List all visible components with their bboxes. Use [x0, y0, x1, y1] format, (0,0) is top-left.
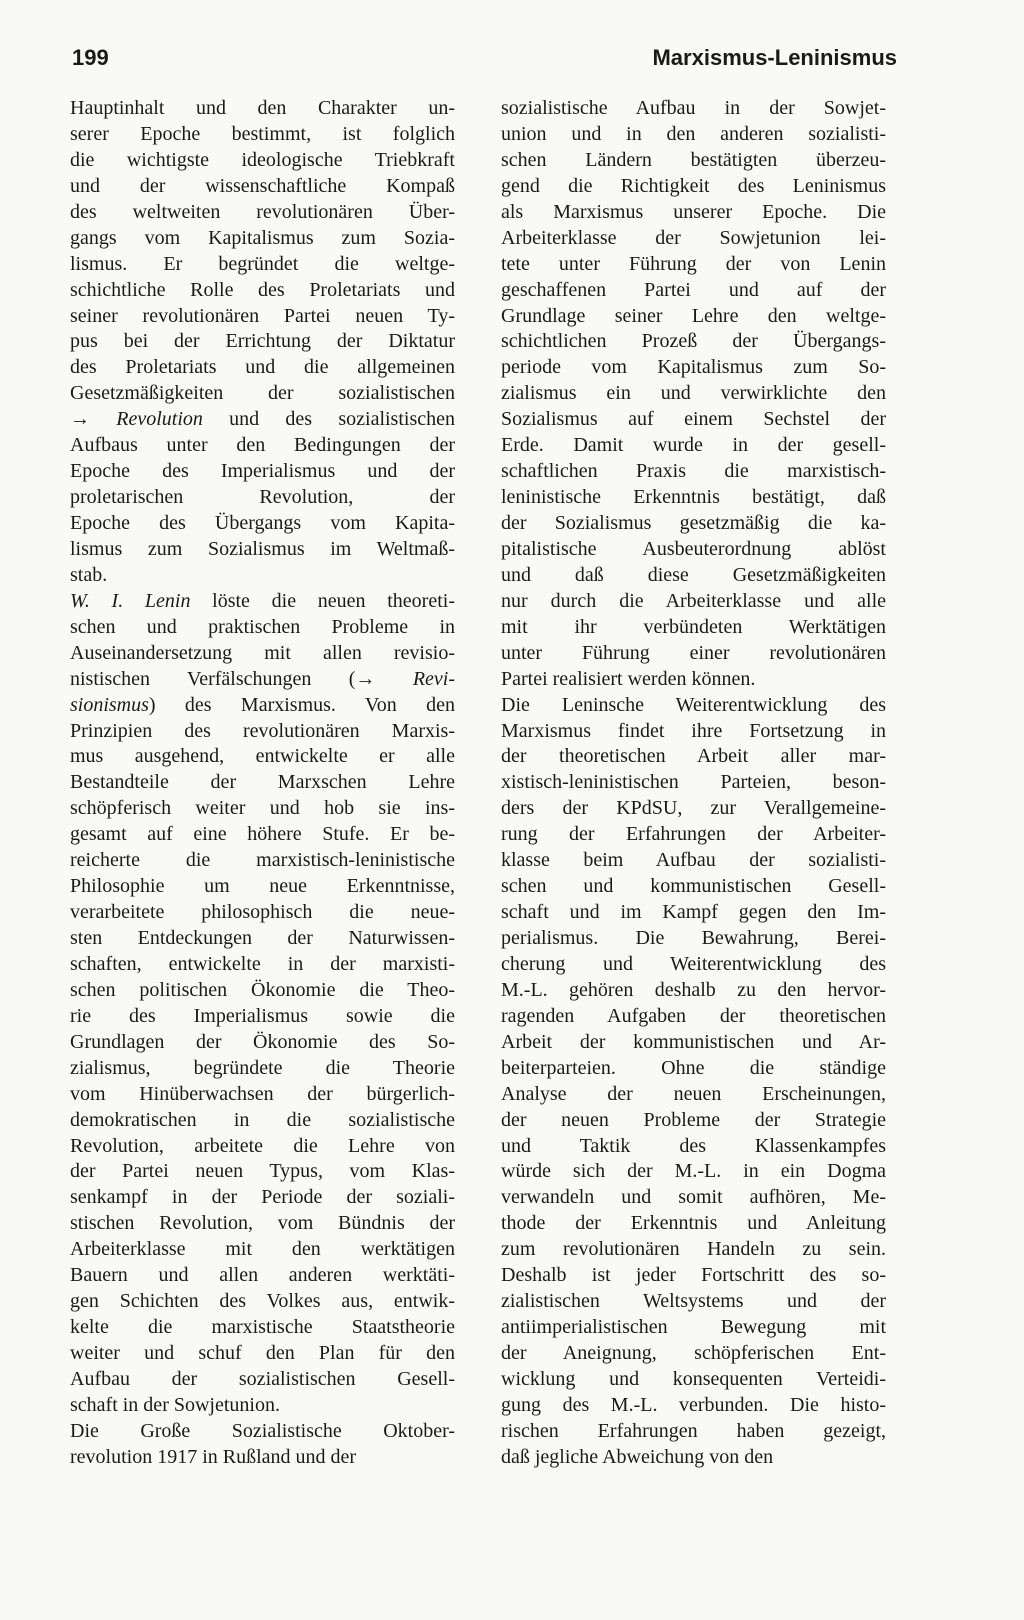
text-segment: Aufbaus unter den Bedingungen der: [70, 434, 455, 457]
text-segment: nistischen Verfälschungen (→: [70, 667, 413, 690]
text-line: [70, 744, 455, 770]
text-segment: schaftlichen Praxis die marxistisch-: [501, 460, 886, 483]
text-segment: wicklung und konsequenten Verteidi-: [501, 1367, 886, 1390]
text-line: [501, 615, 886, 641]
text-segment: Gesetzmäßigkeiten der sozialistischen: [70, 382, 455, 405]
text-segment: lismus zum Sozialismus im Weltmaß-: [70, 537, 455, 560]
text-segment: geschaffenen Partei und auf der: [501, 278, 886, 301]
text-segment: Epoche des Imperialismus und der: [70, 460, 455, 483]
text-segment: und der wissenschaftliche Kompaß: [70, 174, 455, 197]
text-segment: Philosophie um neue Erkenntnisse,: [70, 875, 455, 898]
text-line: [70, 537, 455, 563]
text-segment: mus ausgehend, entwickelte er alle: [70, 745, 455, 768]
text-line: [501, 1263, 886, 1289]
text-segment: zialistischen Weltsystems und der: [501, 1290, 886, 1313]
text-line: [501, 1082, 886, 1108]
page-number: 199: [72, 45, 109, 70]
text-segment: M.-L. gehören deshalb zu den hervor-: [501, 978, 886, 1001]
text-line: [70, 200, 455, 226]
text-line: [501, 226, 886, 252]
text-line: [501, 355, 886, 381]
text-segment: zialismus, begründete die Theorie: [70, 1056, 455, 1079]
italic-text: Revi-: [412, 667, 455, 690]
text-segment: Bauern und allen anderen werktäti-: [70, 1264, 455, 1287]
text-line: [70, 1341, 455, 1367]
text-segment: schöpferisch weiter und hob sie ins-: [70, 797, 455, 820]
text-segment: der Sozialismus gesetzmäßig die ka-: [501, 512, 886, 534]
text-segment: stab.: [70, 563, 108, 586]
text-segment: verwandeln und somit aufhören, Me-: [501, 1186, 886, 1209]
text-line: [70, 1237, 455, 1263]
text-segment: rie des Imperialismus sowie die: [70, 1004, 455, 1027]
text-segment: löste die neuen theoreti-: [190, 589, 455, 612]
italic-text: W. I. Lenin: [70, 589, 191, 612]
text-line: [501, 667, 886, 693]
text-segment: Erde. Damit wurde in der gesell-: [501, 434, 886, 457]
text-segment: Epoche des Übergangs vom Kapita-: [70, 512, 455, 534]
text-line: [70, 615, 455, 641]
text-line: [70, 926, 455, 952]
text-line: [501, 1056, 886, 1082]
text-line: [501, 252, 886, 278]
text-line: [70, 1056, 455, 1082]
text-line: [501, 1289, 886, 1315]
text-line: [501, 952, 886, 978]
text-segment: schaft und im Kampf gegen den Im-: [501, 901, 886, 924]
text-line: [70, 1030, 455, 1056]
running-head: Marxismus-Leninismus: [652, 45, 897, 70]
text-line: [70, 874, 455, 900]
text-line: [70, 226, 455, 252]
text-line: [501, 719, 886, 745]
text-segment: daß jegliche Abweichung von den: [501, 1445, 774, 1468]
text-segment: seiner revolutionären Partei neuen Ty-: [70, 304, 455, 327]
text-segment: pus bei der Errichtung der Diktatur: [70, 330, 455, 353]
text-line: [501, 1445, 886, 1471]
text-segment: der neuen Probleme der Strategie: [501, 1108, 886, 1131]
text-line: [70, 407, 455, 433]
text-segment: ) des Marxismus. Von den: [148, 693, 455, 716]
text-line: [70, 252, 455, 278]
text-line: [70, 485, 455, 511]
text-line: [70, 589, 455, 615]
text-line: [70, 1315, 455, 1341]
text-line: [501, 796, 886, 822]
text-segment: verarbeitete philosophisch die neue-: [70, 901, 455, 924]
text-segment: schen und kommunistischen Gesell-: [501, 875, 886, 898]
text-line: [70, 667, 455, 693]
text-segment: demokratischen in die sozialistische: [70, 1108, 455, 1131]
text-segment: Sozialismus auf einem Sechstel der: [501, 408, 886, 431]
text-segment: Arbeit der kommunistischen und Ar-: [501, 1030, 886, 1053]
text-segment: gen Schichten des Volkes aus, entwik-: [70, 1290, 455, 1313]
text-segment: gung des M.-L. verbunden. Die histo-: [501, 1393, 886, 1416]
text-line: [501, 511, 886, 537]
text-segment: pitalistische Ausbeuterordnung ablöst: [501, 537, 886, 560]
text-segment: vom Hinüberwachsen der bürgerlich-: [70, 1082, 455, 1105]
text-line: [501, 1237, 886, 1263]
text-line: [501, 459, 886, 485]
text-line: [70, 1263, 455, 1289]
text-segment: der theoretischen Arbeit aller mar-: [501, 745, 886, 768]
text-line: [501, 926, 886, 952]
text-segment: sten Entdeckungen der Naturwissen-: [70, 927, 455, 949]
text-segment: Bestandteile der Marxschen Lehre: [70, 771, 455, 794]
text-segment: serer Epoche bestimmt, ist folglich: [70, 122, 455, 145]
text-line: [501, 848, 886, 874]
text-line: [70, 719, 455, 745]
text-line: [70, 355, 455, 381]
text-line: [501, 1004, 886, 1030]
text-line: [501, 1367, 886, 1393]
text-line: [501, 381, 886, 407]
text-segment: nur durch die Arbeiterklasse und alle: [501, 589, 886, 612]
text-segment: weiter und schuf den Plan für den: [70, 1342, 455, 1364]
text-line: [70, 459, 455, 485]
text-segment: Analyse der neuen Erscheinungen,: [501, 1082, 886, 1105]
text-segment: schichtlichen Prozeß der Übergangs-: [501, 330, 886, 353]
text-segment: beiterparteien. Ohne die ständige: [501, 1056, 886, 1079]
text-line: [501, 874, 886, 900]
text-line: [501, 485, 886, 511]
text-segment: antiimperialistischen Bewegung mit: [501, 1316, 886, 1339]
text-segment: der Aneignung, schöpferischen Ent-: [501, 1342, 886, 1364]
text-line: [70, 1159, 455, 1185]
text-segment: sozialistische Aufbau in der Sowjet-: [501, 97, 886, 119]
text-line: [70, 1082, 455, 1108]
text-segment: zialismus ein und verwirklichte den: [501, 382, 886, 405]
italic-text: sionismus: [70, 693, 149, 716]
text-line: [501, 278, 886, 304]
text-segment: des weltweiten revolutionären Über-: [70, 200, 455, 223]
text-line: [501, 589, 886, 615]
text-line: [70, 1289, 455, 1315]
text-line: [70, 1393, 455, 1419]
text-segment: gesamt auf eine höhere Stufe. Er be-: [70, 823, 455, 846]
text-segment: Arbeiterklasse der Sowjetunion lei-: [501, 226, 886, 249]
text-line: [501, 407, 886, 433]
text-line: [70, 1211, 455, 1237]
text-segment: als Marxismus unserer Epoche. Die: [501, 200, 886, 223]
text-line: [70, 1185, 455, 1211]
text-segment: unter Führung einer revolutionären: [501, 641, 886, 664]
text-line: [501, 1185, 886, 1211]
text-line: [501, 1419, 886, 1445]
text-line: [70, 174, 455, 200]
text-line: [70, 96, 455, 122]
text-segment: Auseinandersetzung mit allen revisio-: [70, 641, 455, 664]
text-line: [70, 1134, 455, 1160]
text-segment: und des sozialistischen: [202, 408, 455, 431]
text-line: [70, 848, 455, 874]
text-line: [501, 900, 886, 926]
text-line: [70, 304, 455, 330]
text-line: [501, 148, 886, 174]
text-segment: Partei realisiert werden können.: [501, 667, 756, 690]
text-segment: ragenden Aufgaben der theoretischen: [501, 1004, 886, 1027]
text-segment: tete unter Führung der von Lenin: [501, 252, 886, 275]
text-segment: revolution 1917 in Rußland und der: [70, 1445, 357, 1468]
text-segment: →: [70, 408, 117, 431]
text-segment: klasse beim Aufbau der sozialisti-: [501, 849, 886, 872]
text-segment: und daß diese Gesetzmäßigkeiten: [501, 563, 886, 586]
text-segment: leninistische Erkenntnis bestätigt, daß: [501, 486, 886, 509]
text-segment: Marxismus findet ihre Fortsetzung in: [501, 719, 886, 742]
text-line: [70, 511, 455, 537]
text-line: [70, 1004, 455, 1030]
text-line: [70, 770, 455, 796]
text-line: [70, 1419, 455, 1445]
text-line: [70, 978, 455, 1004]
text-segment: Grundlage seiner Lehre den weltge-: [501, 304, 886, 327]
text-segment: die wichtigste ideologische Triebkraft: [70, 148, 455, 171]
text-line: [501, 433, 886, 459]
text-line: [70, 278, 455, 304]
text-segment: schichtliche Rolle des Proletariats und: [70, 278, 455, 301]
text-line: [70, 1367, 455, 1393]
text-line: [501, 122, 886, 148]
text-line: [501, 770, 886, 796]
text-segment: mit ihr verbündeten Werktätigen: [501, 615, 886, 638]
text-line: [501, 1030, 886, 1056]
text-segment: des Proletariats und die allgemeinen: [70, 356, 455, 379]
text-segment: Deshalb ist jeder Fortschritt des so-: [501, 1264, 886, 1287]
text-segment: xistisch-leninistischen Parteien, beson-: [501, 771, 886, 794]
text-line: [501, 1134, 886, 1160]
text-column-left: [70, 96, 455, 1471]
text-segment: rischen Erfahrungen haben gezeigt,: [501, 1419, 886, 1442]
text-line: [70, 381, 455, 407]
text-segment: Hauptinhalt und den Charakter un-: [70, 97, 455, 119]
italic-text: Revolution: [116, 408, 203, 431]
text-line: [501, 563, 886, 589]
text-segment: Grundlagen der Ökonomie des So-: [70, 1030, 455, 1053]
text-segment: gend die Richtigkeit des Leninismus: [501, 174, 886, 197]
text-segment: ders der KPdSU, zur Verallgemeine-: [501, 797, 886, 820]
text-segment: perialismus. Die Bewahrung, Berei-: [501, 927, 886, 949]
text-line: [70, 641, 455, 667]
text-line: [501, 329, 886, 355]
text-line: [501, 1393, 886, 1419]
text-segment: periode vom Kapitalismus zum So-: [501, 356, 886, 379]
text-line: [501, 693, 886, 719]
text-line: [70, 900, 455, 926]
text-segment: Arbeiterklasse mit den werktätigen: [70, 1238, 455, 1261]
text-segment: gangs vom Kapitalismus zum Sozia-: [70, 226, 455, 249]
text-line: [501, 1108, 886, 1134]
text-line: [70, 563, 455, 589]
text-line: [501, 1211, 886, 1237]
text-line: [501, 1315, 886, 1341]
text-line: [70, 329, 455, 355]
text-line: [501, 174, 886, 200]
text-segment: schen und praktischen Probleme in: [70, 615, 455, 638]
text-segment: Die Leninsche Weiterentwicklung des: [501, 693, 886, 716]
text-line: [70, 1108, 455, 1134]
text-segment: proletarischen Revolution, der: [70, 486, 455, 509]
text-segment: Aufbau der sozialistischen Gesell-: [70, 1367, 455, 1390]
text-line: [70, 1445, 455, 1471]
text-line: [501, 822, 886, 848]
text-segment: thode der Erkenntnis und Anleitung: [501, 1212, 886, 1235]
text-segment: rung der Erfahrungen der Arbeiter-: [501, 823, 886, 846]
text-column-right: [501, 96, 886, 1471]
text-segment: Prinzipien des revolutionären Marxis-: [70, 719, 455, 742]
text-segment: Die Große Sozialistische Oktober-: [70, 1419, 455, 1442]
text-line: [501, 744, 886, 770]
text-line: [501, 200, 886, 226]
text-segment: der Partei neuen Typus, vom Klas-: [70, 1160, 455, 1183]
text-line: [501, 1159, 886, 1185]
text-line: [501, 304, 886, 330]
text-segment: cherung und Weiterentwicklung des: [501, 952, 886, 975]
text-line: [70, 122, 455, 148]
text-segment: kelte die marxistische Staatstheorie: [70, 1316, 455, 1339]
text-line: [70, 822, 455, 848]
text-segment: stischen Revolution, vom Bündnis der: [70, 1212, 455, 1235]
text-line: [501, 96, 886, 122]
text-segment: schen Ländern bestätigten überzeu-: [501, 148, 886, 171]
text-segment: union und in den anderen sozialisti-: [501, 122, 886, 145]
text-segment: schaften, entwickelte in der marxisti-: [70, 952, 455, 975]
text-line: [501, 1341, 886, 1367]
text-segment: senkampf in der Periode der soziali-: [70, 1186, 455, 1209]
text-line: [70, 433, 455, 459]
text-line: [70, 693, 455, 719]
text-line: [70, 148, 455, 174]
text-line: [501, 978, 886, 1004]
text-line: [501, 641, 886, 667]
text-line: [70, 796, 455, 822]
text-segment: und Taktik des Klassenkampfes: [501, 1134, 886, 1157]
text-segment: würde sich der M.-L. in ein Dogma: [501, 1160, 886, 1183]
text-segment: reicherte die marxistisch-leninistische: [70, 849, 455, 872]
text-segment: Revolution, arbeitete die Lehre von: [70, 1134, 455, 1157]
text-line: [501, 537, 886, 563]
text-line: [70, 952, 455, 978]
text-segment: lismus. Er begründet die weltge-: [70, 252, 455, 275]
text-segment: schaft in der Sowjetunion.: [70, 1393, 280, 1416]
text-segment: zum revolutionären Handeln zu sein.: [501, 1238, 886, 1261]
text-segment: schen politischen Ökonomie die Theo-: [70, 978, 455, 1001]
